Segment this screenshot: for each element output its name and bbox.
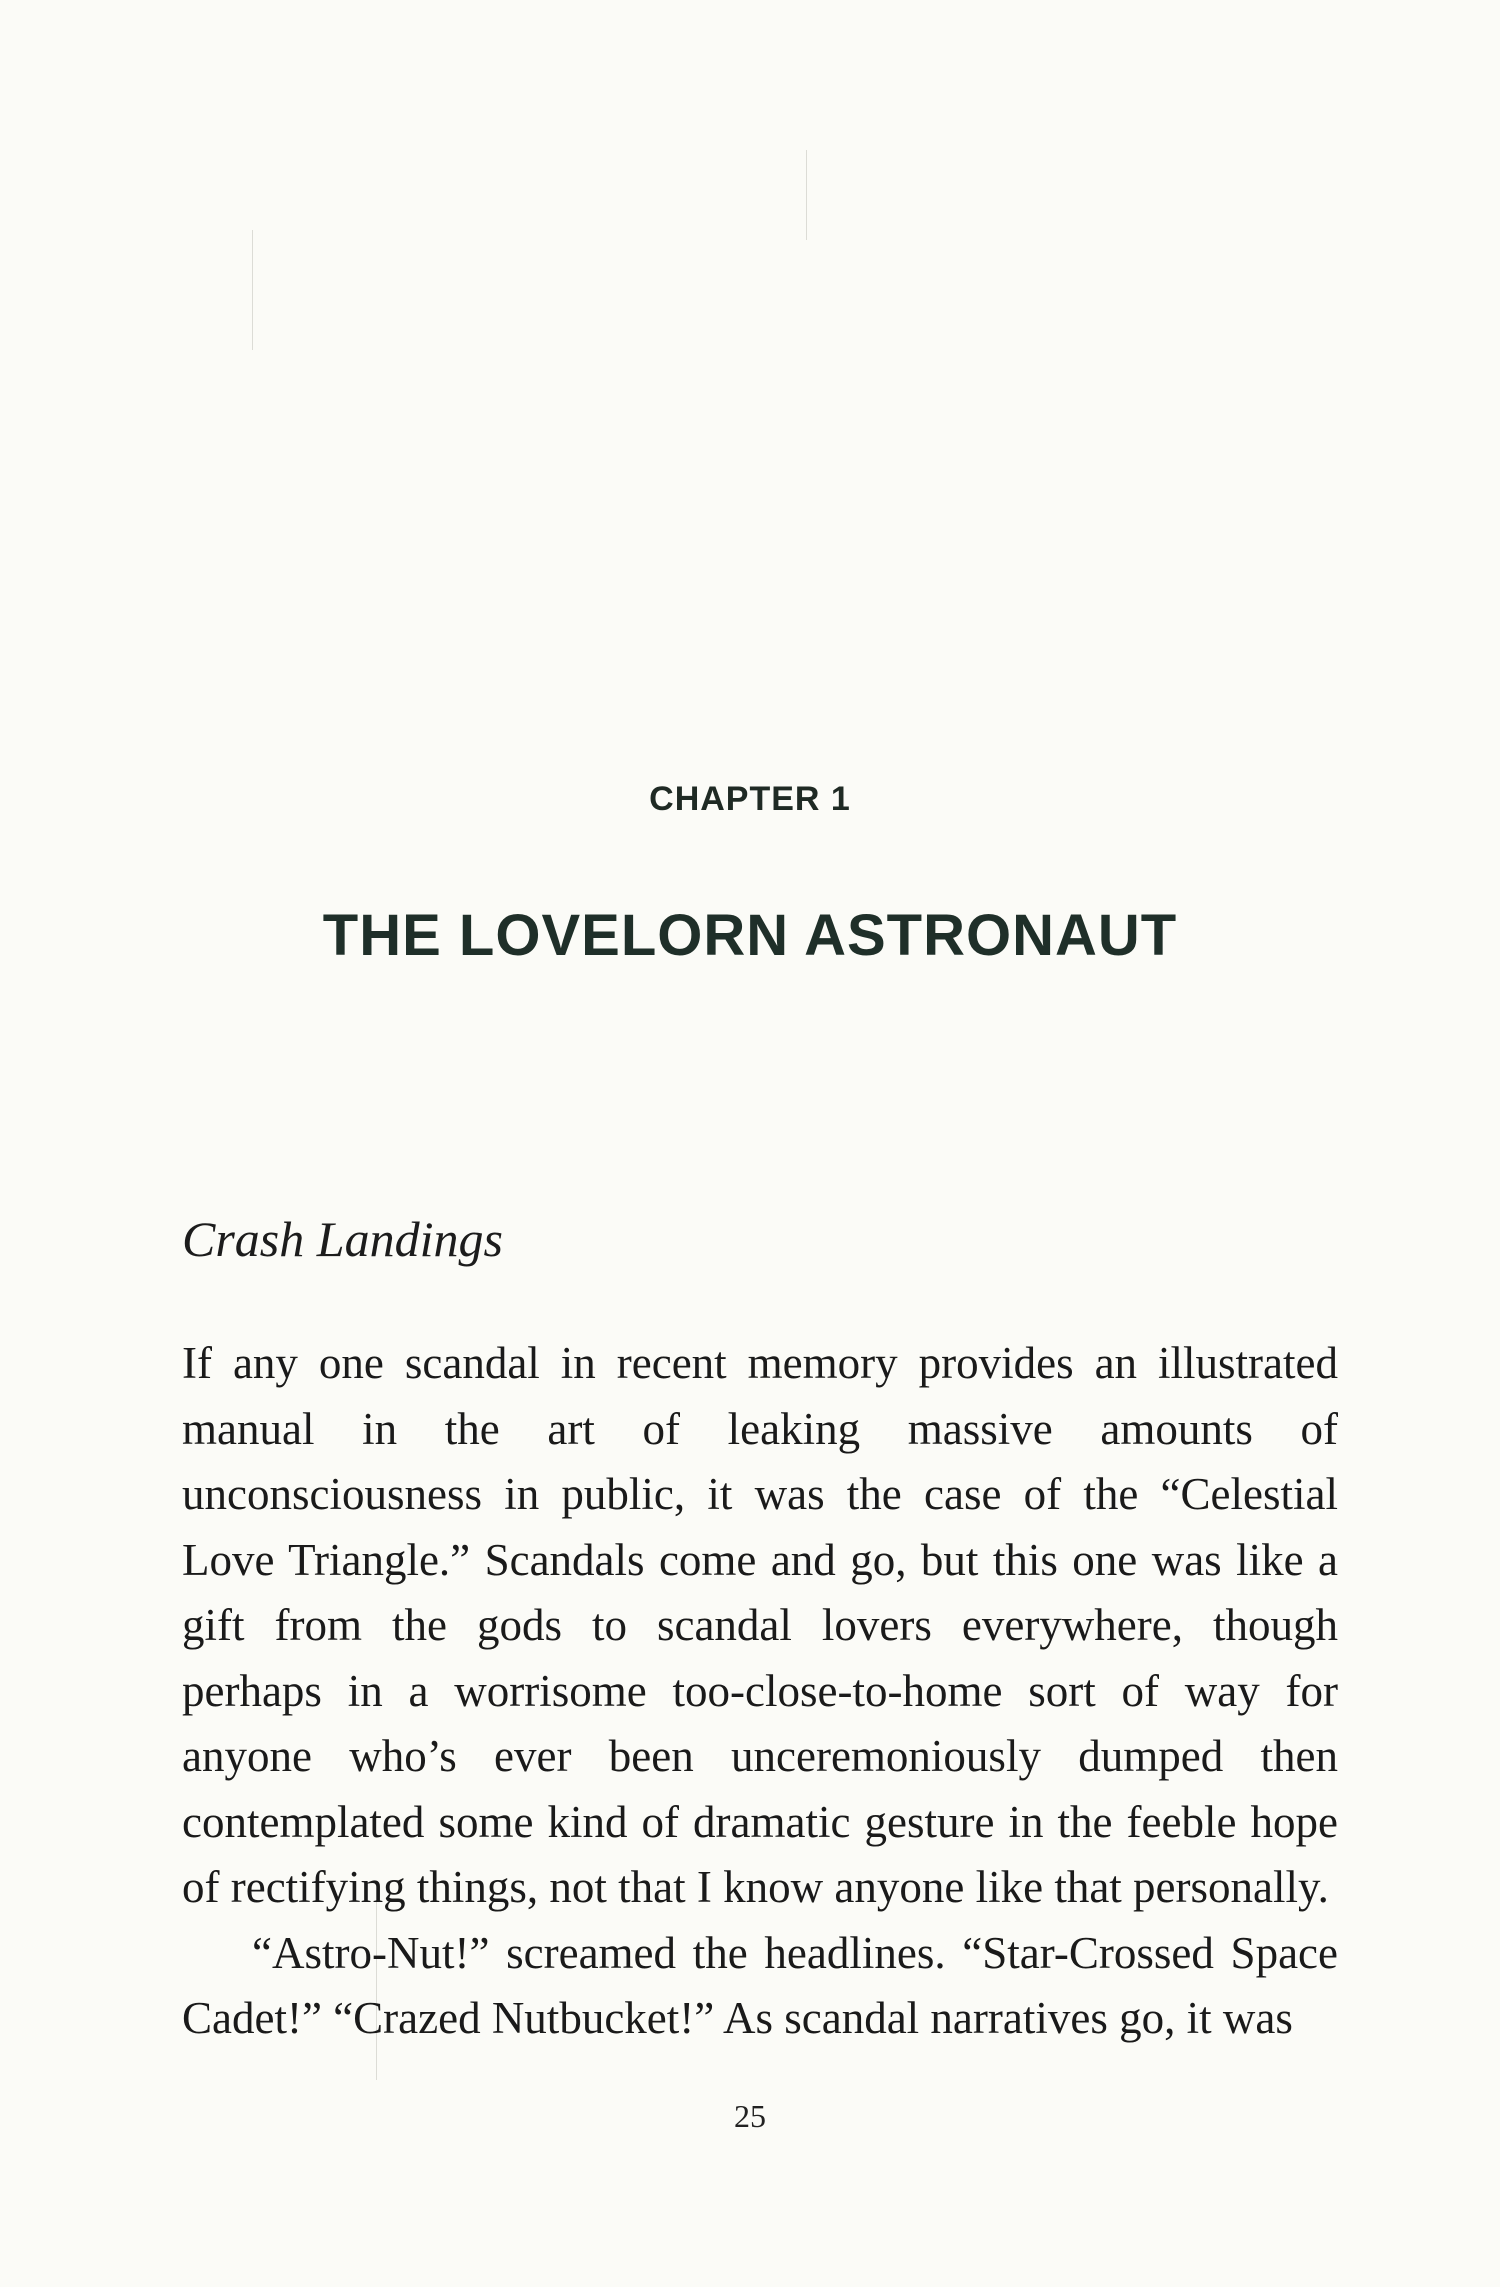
- page-number: 25: [734, 2098, 766, 2134]
- scan-artifact-line: [252, 230, 253, 350]
- paragraph: If any one scandal in recent memory provides an illustrated manual in the art of leaking massive amounts of unconsciousness in public, it was the case of the “Celestial Love Triangle.” Scandals come and go, but this one was like a gift from the gods to scandal lovers everywhere, though perhaps in a worrisome too-close-to-home sort of way for anyone who’s ever been unceremoniously dumped then contemplated some kind of dramatic gesture in the feeble hope of rectifying things, not that I know anyone like that personally.: [182, 1338, 1338, 1912]
- paragraph: “Astro-Nut!” screamed the headlines. “Star-Crossed Space Cadet!” “Crazed Nutbucket!” As scandal narratives go, it was: [182, 1927, 1338, 2043]
- scan-artifact-line: [806, 150, 807, 240]
- chapter-title: THE LOVELORN ASTRONAUT: [322, 903, 1178, 968]
- section-heading: Crash Landings: [182, 1211, 503, 1267]
- chapter-label: CHAPTER 1: [649, 780, 851, 818]
- body-text: [182, 1331, 1338, 2052]
